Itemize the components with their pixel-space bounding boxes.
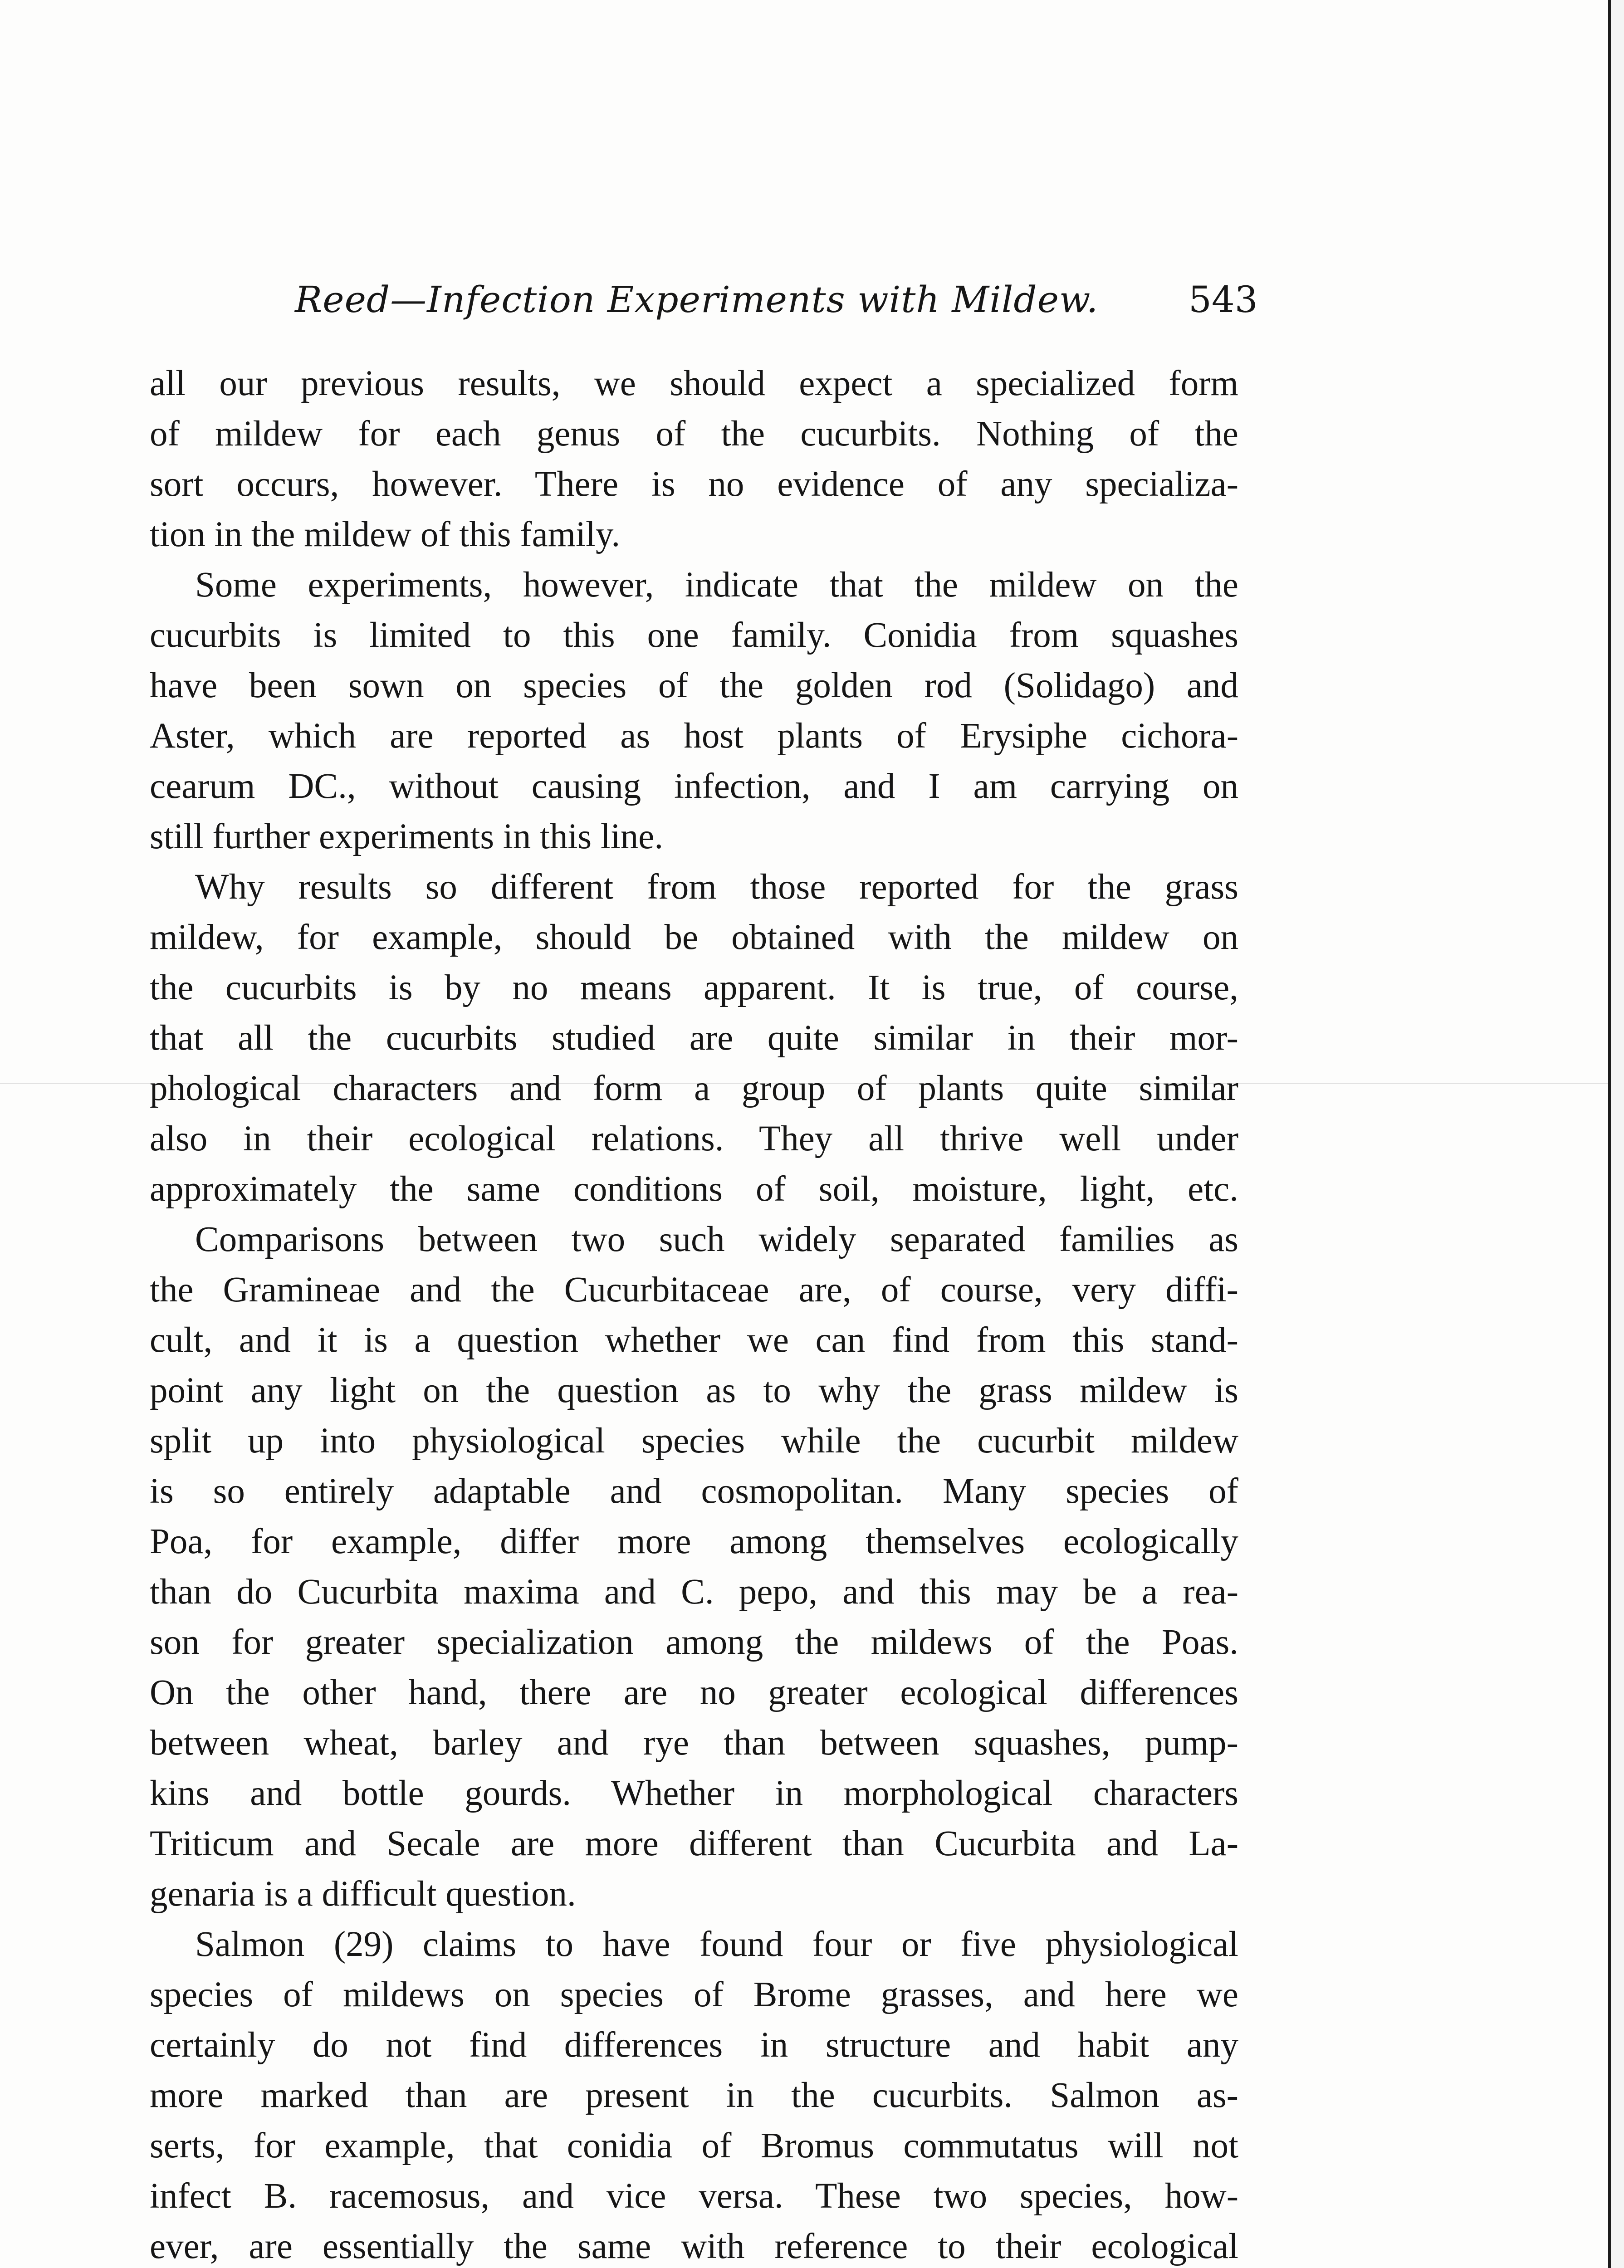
- text-line: ever, are essentially the same with reference to their ecological: [150, 2227, 1238, 2266]
- text-line: more marked than are present in the cucurbits. Salmon as-: [150, 2076, 1238, 2115]
- text-line: Aster, which are reported as host plants of Erysiphe cichora-: [150, 716, 1238, 756]
- text-line: have been sown on species of the golden rod (Solidago) and: [150, 666, 1238, 705]
- text-line: tion in the mildew of this family.: [150, 515, 621, 554]
- text-line: Triticum and Secale are more different than Cucurbita and La-: [150, 1824, 1238, 1863]
- text-line: On the other hand, there are no greater ecological differences: [150, 1673, 1238, 1712]
- text-line: sort occurs, however. There is no evidence of any specializa-: [150, 464, 1238, 504]
- page-margin-strip: [1611, 0, 1624, 2268]
- text-line: split up into physiological species while the cucurbit mildew: [150, 1421, 1238, 1461]
- paragraph-4: [150, 1214, 1238, 1919]
- body-text: [150, 358, 1238, 2268]
- paragraph-3: [150, 862, 1238, 1214]
- paragraph-2: [150, 560, 1238, 862]
- text-line: the cucurbits is by no means apparent. It is true, of course,: [150, 968, 1238, 1007]
- text-line: than do Cucurbita maxima and C. pepo, and this may be a rea-: [150, 1572, 1238, 1612]
- text-line: cearum DC., without causing infection, and I am carrying on: [150, 767, 1238, 806]
- text-line: mildew, for example, should be obtained with the mildew on: [150, 918, 1238, 957]
- text-line: of mildew for each genus of the cucurbits. Nothing of the: [150, 414, 1238, 454]
- text-line: that all the cucurbits studied are quite similar in their mor-: [150, 1018, 1238, 1058]
- page-number: 543: [1189, 279, 1258, 321]
- text-line: son for greater specialization among the mildews of the Poas.: [150, 1623, 1238, 1662]
- text-line: certainly do not find differences in structure and habit any: [150, 2025, 1238, 2065]
- text-line: all our previous results, we should expect a specialized form: [150, 364, 1238, 403]
- text-line: the Gramineae and the Cucurbitaceae are, of course, very diffi-: [150, 1270, 1238, 1310]
- text-line: point any light on the question as to why the grass mildew is: [150, 1371, 1238, 1410]
- text-line: Salmon (29) claims to have found four or five physiological: [195, 1925, 1238, 1964]
- text-line: kins and bottle gourds. Whether in morphological characters: [150, 1774, 1238, 1813]
- text-line: genaria is a difficult question.: [150, 1874, 576, 1914]
- paragraph-5: [150, 1919, 1238, 2268]
- text-line: serts, for example, that conidia of Bromus commutatus will not: [150, 2126, 1238, 2165]
- text-line: between wheat, barley and rye than between squashes, pump-: [150, 1723, 1238, 1763]
- text-line: Why results so different from those reported for the grass: [195, 867, 1238, 907]
- text-line: Some experiments, however, indicate that the mildew on the: [195, 565, 1238, 605]
- text-line: approximately the same conditions of soil, moisture, light, etc.: [150, 1169, 1238, 1209]
- paragraph-1: [150, 358, 1238, 560]
- text-line: also in their ecological relations. They all thrive well under: [150, 1119, 1238, 1158]
- text-line: Poa, for example, differ more among themselves ecologically: [150, 1522, 1238, 1561]
- running-head: Reed—Infection Experiments with Mildew.: [295, 279, 1099, 321]
- text-line: phological characters and form a group of plants quite similar: [150, 1069, 1238, 1108]
- text-line: is so entirely adaptable and cosmopolitan. Many species of: [150, 1471, 1238, 1511]
- text-line: cucurbits is limited to this one family. Conidia from squashes: [150, 616, 1238, 655]
- text-line: still further experiments in this line.: [150, 817, 664, 856]
- text-line: cult, and it is a question whether we can find from this stand-: [150, 1320, 1238, 1360]
- text-line: species of mildews on species of Brome grasses, and here we: [150, 1975, 1238, 2014]
- text-line: infect B. racemosus, and vice versa. These two species, how-: [150, 2176, 1238, 2216]
- text-line: Comparisons between two such widely separated families as: [195, 1220, 1238, 1259]
